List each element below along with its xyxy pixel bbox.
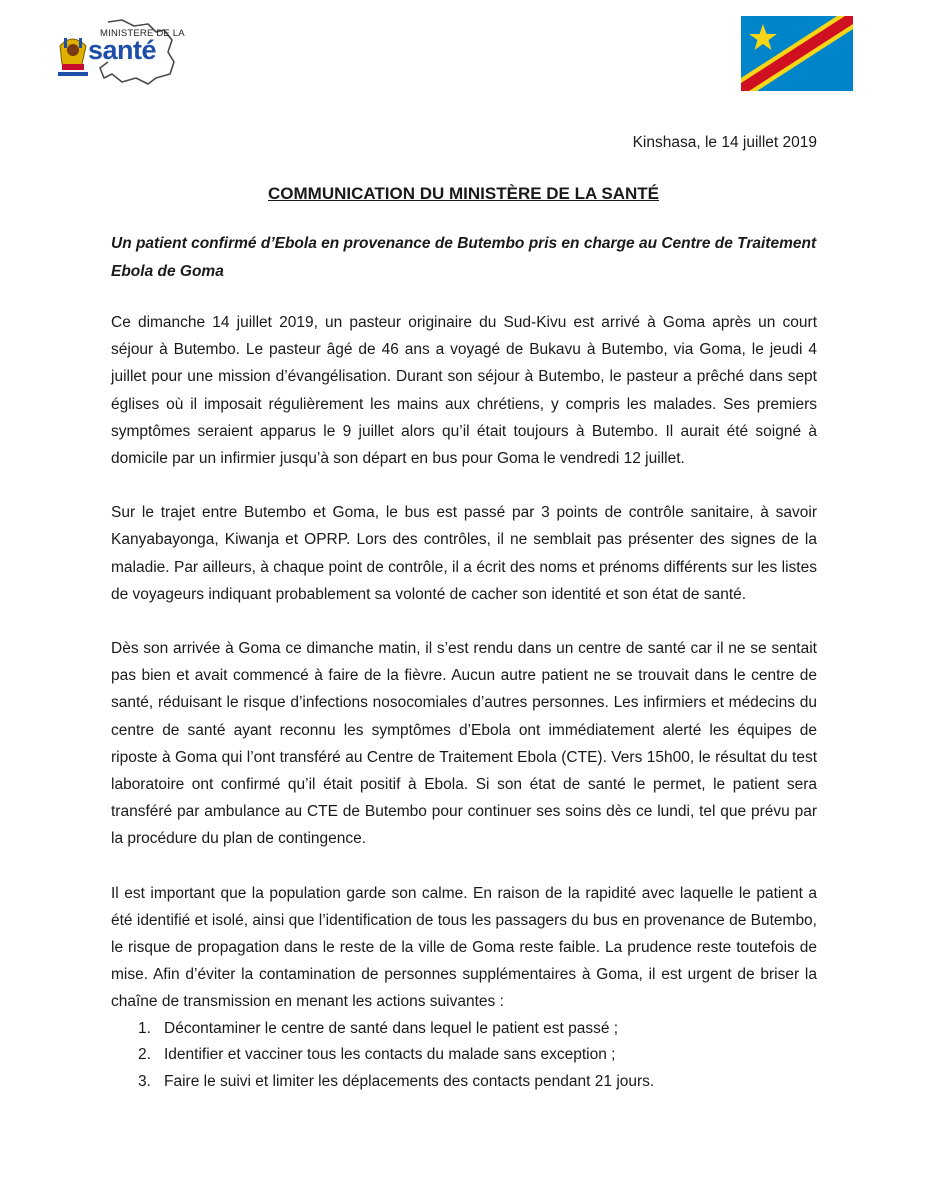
document-date: Kinshasa, le 14 juillet 2019 bbox=[632, 134, 817, 151]
paragraph-1: Ce dimanche 14 juillet 2019, un pasteur originaire du Sud-Kivu est arrivé à Goma après un court séjour à Butembo. Le pasteur âgé de 46 ans a voyagé de Bukavu à Butembo, via Goma, le jeudi 4 juillet pour une mission d’évangélisation. Durant son séjour à Butembo, le pasteur a prêché dans sept églises où il imposait régulièrement les mains aux chrétiens, y compris les malades. Ses premiers symptômes seraient apparus le 9 juillet alors qu’il était toujours à Butembo. Il aurait été soigné à domicile par un infirmier jusqu’à son départ en bus pour Goma le vendredi 12 juillet. bbox=[111, 314, 817, 468]
logo-line-ministere: MINISTERE DE LA bbox=[100, 28, 185, 39]
document-subtitle: Un patient confirmé d’Ebola en provenance de Butembo pris en charge au Centre de Traitement Ebola de Goma bbox=[111, 235, 817, 280]
list-item bbox=[111, 1016, 817, 1043]
list-item bbox=[111, 1042, 817, 1069]
list-item-text: Identifier et vacciner tous les contacts du malade sans exception ; bbox=[164, 1046, 616, 1064]
list-item-text: Décontaminer le centre de santé dans lequel le patient est passé ; bbox=[164, 1019, 619, 1037]
ministry-logo bbox=[52, 18, 185, 88]
paragraph-3: Dès son arrivée à Goma ce dimanche matin, il s’est rendu dans un centre de santé car il ne se sentait pas bien et avait commencé à faire de la fièvre. Aucun autre patient ne se trouvait dans le centre de santé, réduisant le risque d’infections nosocomiales d’autres personnes. Les infirmiers et médecins du centre de santé ayant reconnu les symptômes d’Ebola ont immédiatement alerté les équipes de riposte à Goma qui l’ont transféré au Centre de Traitement Ebola (CTE). Vers 15h00, le résultat du test laboratoire ont confirmé qu’il était positif à Ebola. Si son état de santé le permet, le patient sera transféré par ambulance au CTE de Butembo pour continuer ses soins dès ce lundi, tel que prévu par la procédure du plan de contingence. bbox=[111, 640, 817, 848]
list-item-number: 1. bbox=[138, 1019, 151, 1037]
paragraph-4: Il est important que la population garde son calme. En raison de la rapidité avec laquelle le patient a été identifié et isolé, ainsi que l’identification de tous les passagers du bus en provenance de Butembo, le risque de propagation dans le reste de la ville de Goma reste faible. La prudence reste toutefois de mise. Afin d’éviter la contamination de personnes supplémentaires à Goma, il est urgent de briser la chaîne de transmission en menant les actions suivantes : bbox=[111, 884, 817, 1011]
action-list bbox=[111, 1016, 817, 1096]
drc-flag-icon bbox=[741, 16, 853, 91]
document-title: COMMUNICATION DU MINISTÈRE DE LA SANTÉ bbox=[268, 184, 659, 203]
paragraph-2: Sur le trajet entre Butembo et Goma, le bus est passé par 3 points de contrôle sanitaire, à savoir Kanyabayonga, Kiwanja et OPRP. Lors des contrôles, il ne semblait pas présenter des signes de la maladie. Par ailleurs, à chaque point de contrôle, il a écrit des noms et prénoms différents sur les listes de voyageurs indiquant probablement sa volonté de cacher son identité et son état de santé. bbox=[111, 504, 817, 603]
list-item bbox=[111, 1069, 817, 1096]
list-item-number: 2. bbox=[138, 1046, 151, 1064]
list-item-text: Faire le suivi et limiter les déplacements des contacts pendant 21 jours. bbox=[164, 1072, 655, 1090]
document-body bbox=[111, 230, 817, 1095]
list-item-number: 3. bbox=[138, 1072, 151, 1090]
logo-line-sante: santé bbox=[88, 35, 157, 65]
drc-flag bbox=[741, 16, 853, 91]
